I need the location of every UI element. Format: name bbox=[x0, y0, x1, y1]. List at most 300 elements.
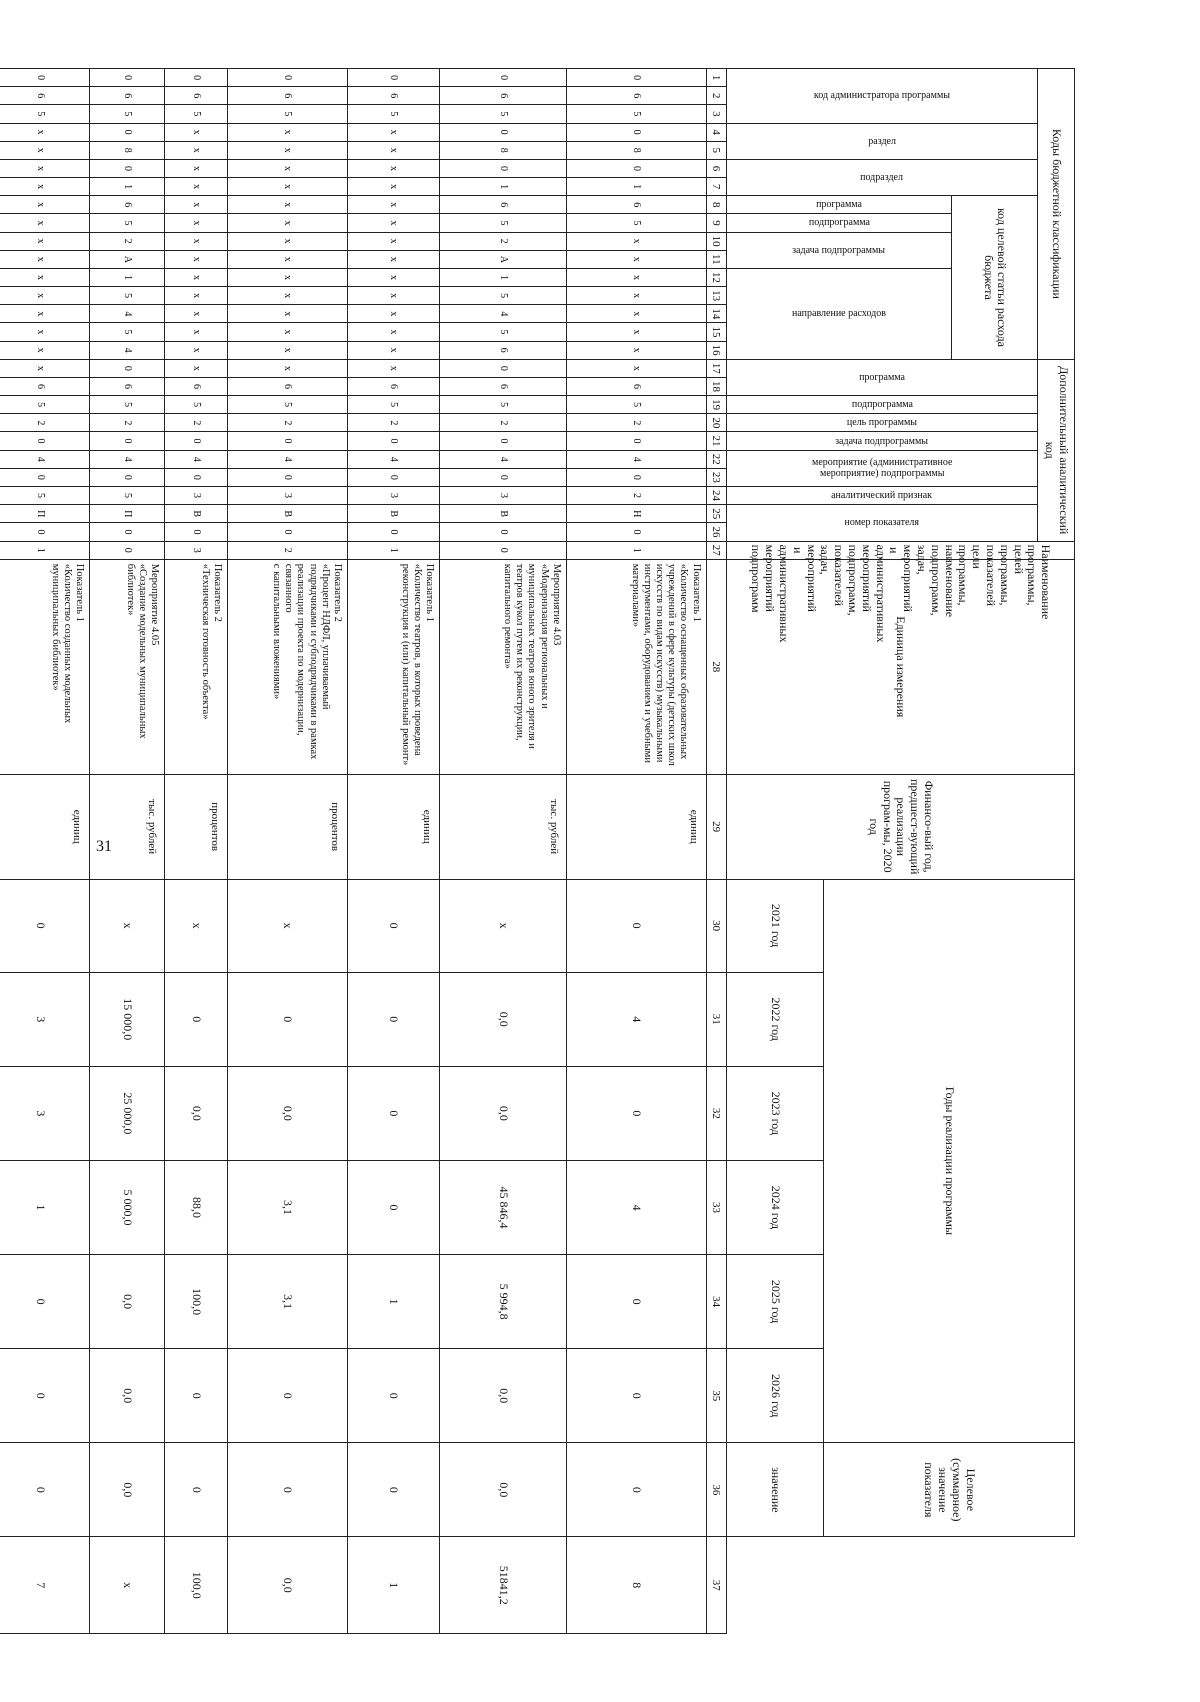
code-digit: x bbox=[566, 323, 706, 341]
code-digit: 3 bbox=[164, 541, 227, 559]
column-number: 23 bbox=[706, 468, 726, 486]
row-year-value: 4 bbox=[566, 972, 706, 1066]
code-digit: 0 bbox=[347, 69, 440, 87]
dak-analytic-header: аналитический признак bbox=[831, 490, 933, 502]
column-number: 25 bbox=[706, 505, 726, 523]
code-digit: 6 bbox=[90, 87, 164, 105]
code-digit: 0 bbox=[566, 523, 706, 541]
row-name: Показатель 1 «Количество театров, в которых проведена реконструкция и (или) капитальный ремонт» bbox=[347, 559, 440, 774]
row-year-value: 0 bbox=[566, 1349, 706, 1443]
code-digit: 2 bbox=[164, 414, 227, 432]
kcsr-program-header: программа bbox=[816, 199, 862, 211]
row-year-value: 3 bbox=[0, 972, 90, 1066]
code-digit: x bbox=[347, 178, 440, 196]
row-year-value: 3 bbox=[0, 1066, 90, 1160]
code-digit: x bbox=[164, 359, 227, 377]
code-digit: 8 bbox=[90, 141, 164, 159]
code-digit: 0 bbox=[566, 69, 706, 87]
dak-subprogram-header: подпрограмма bbox=[851, 399, 913, 411]
column-number: 24 bbox=[706, 486, 726, 504]
code-digit: 0 bbox=[440, 159, 566, 177]
code-digit: 4 bbox=[228, 450, 348, 468]
code-digit: 6 bbox=[440, 87, 566, 105]
code-digit: x bbox=[566, 232, 706, 250]
code-digit: 0 bbox=[440, 69, 566, 87]
row-year-value: 0 bbox=[228, 972, 348, 1066]
code-digit: x bbox=[228, 323, 348, 341]
code-digit: 0 bbox=[228, 523, 348, 541]
code-digit: x bbox=[164, 287, 227, 305]
code-digit: 6 bbox=[228, 377, 348, 395]
code-digit: x bbox=[164, 159, 227, 177]
code-digit: 5 bbox=[228, 396, 348, 414]
code-digit: 0 bbox=[440, 541, 566, 559]
code-digit: 5 bbox=[440, 396, 566, 414]
dak-header: Дополнительный аналитический код bbox=[1038, 359, 1075, 541]
year-header-2023: 2023 год bbox=[726, 1066, 823, 1160]
code-digit: 4 bbox=[440, 305, 566, 323]
kbk-header: Коды бюджетной классификации bbox=[1038, 69, 1075, 360]
row-year-value: 0 bbox=[164, 1443, 227, 1537]
code-digit: 5 bbox=[347, 396, 440, 414]
code-digit: x bbox=[228, 341, 348, 359]
code-digit: 6 bbox=[440, 196, 566, 214]
row-year-value: 3,1 bbox=[228, 1160, 348, 1254]
code-digit: 0 bbox=[164, 523, 227, 541]
code-digit: В bbox=[164, 505, 227, 523]
row-fin-year-value: 0 bbox=[566, 879, 706, 972]
column-number: 33 bbox=[706, 1160, 726, 1254]
code-digit: 4 bbox=[440, 450, 566, 468]
row-year-value: 0 bbox=[347, 1160, 440, 1254]
row-fin-year-value: x bbox=[440, 879, 566, 972]
row-year-value: 4 bbox=[566, 1160, 706, 1254]
code-digit: Н bbox=[566, 505, 706, 523]
code-digit: 0 bbox=[566, 432, 706, 450]
code-digit: x bbox=[228, 232, 348, 250]
code-digit: 5 bbox=[228, 105, 348, 123]
row-year-value: 0,0 bbox=[440, 1349, 566, 1443]
dak-task-header: задача подпрограммы bbox=[835, 435, 929, 447]
code-digit: 5 bbox=[0, 105, 90, 123]
row-year-value: 0 bbox=[0, 1349, 90, 1443]
row-year-value: 0 bbox=[228, 1349, 348, 1443]
row-year-value: 1 bbox=[347, 1255, 440, 1349]
year-header-2022: 2022 год bbox=[726, 972, 823, 1066]
row-target-value: x bbox=[90, 1537, 164, 1634]
code-digit: x bbox=[0, 341, 90, 359]
code-digit: 0 bbox=[228, 432, 348, 450]
code-digit: x bbox=[228, 287, 348, 305]
code-digit: 1 bbox=[440, 178, 566, 196]
name-header: Наименование программы, целей программы, показателей цели программы, наименование подпрограмм, задач, мероприятий и административных мероприятий подпрограмм, показателей задач, мероприятий и административных мероприятий подпрограмм bbox=[726, 541, 1074, 559]
row-name: Мероприятие 4.03 «Модернизация региональных и муниципальных театров юного зрителя и театров кукол путем их реконструкции, капитального ремонта» bbox=[440, 559, 566, 774]
column-number: 21 bbox=[706, 432, 726, 450]
code-digit: 0 bbox=[164, 468, 227, 486]
years-group-header: Годы реализации программы bbox=[823, 879, 1074, 1443]
code-digit: 6 bbox=[566, 196, 706, 214]
table-row bbox=[440, 69, 566, 1634]
code-digit: 5 bbox=[90, 323, 164, 341]
row-unit: тыс. рублей bbox=[440, 774, 566, 879]
column-number: 13 bbox=[706, 287, 726, 305]
code-digit: 8 bbox=[440, 141, 566, 159]
code-digit: 2 bbox=[347, 414, 440, 432]
code-digit: x bbox=[566, 250, 706, 268]
row-unit: единиц bbox=[566, 774, 706, 879]
code-digit: x bbox=[0, 323, 90, 341]
row-year-value: 0 bbox=[347, 1349, 440, 1443]
code-digit: x bbox=[228, 250, 348, 268]
row-year-value: 0,0 bbox=[440, 972, 566, 1066]
row-fin-year-value: x bbox=[228, 879, 348, 972]
code-digit: x bbox=[228, 123, 348, 141]
code-digit: x bbox=[228, 159, 348, 177]
row-name: Показатель 2 «Техническая готовность объекта» bbox=[164, 559, 227, 774]
code-digit: 6 bbox=[0, 87, 90, 105]
code-digit: x bbox=[347, 268, 440, 286]
column-number: 31 bbox=[706, 972, 726, 1066]
row-target-value: 8 bbox=[566, 1537, 706, 1634]
code-digit: 6 bbox=[347, 377, 440, 395]
column-number: 12 bbox=[706, 268, 726, 286]
row-fin-year-value: x bbox=[164, 879, 227, 972]
code-digit: 2 bbox=[228, 541, 348, 559]
code-digit: 0 bbox=[0, 523, 90, 541]
row-year-value: 0,0 bbox=[164, 1066, 227, 1160]
code-digit: 4 bbox=[566, 450, 706, 468]
code-digit: 5 bbox=[0, 396, 90, 414]
row-name: Показатель 1 «Количество оснащенных образовательных учреждений в сфере культуры (детских школ искусств по видам искусств) музыкальными инструментами, оборудованием и учебными материалами» bbox=[566, 559, 706, 774]
year-header-2026: 2026 год bbox=[726, 1349, 823, 1443]
row-year-value: 0,0 bbox=[228, 1066, 348, 1160]
code-digit: 5 bbox=[440, 214, 566, 232]
code-digit: x bbox=[164, 250, 227, 268]
code-digit: 0 bbox=[90, 541, 164, 559]
column-number: 8 bbox=[706, 196, 726, 214]
code-digit: 1 bbox=[90, 178, 164, 196]
year-header-2025: 2025 год bbox=[726, 1255, 823, 1349]
code-digit: 2 bbox=[228, 414, 348, 432]
code-digit: 0 bbox=[440, 432, 566, 450]
dak-goal-header: цель программы bbox=[846, 417, 918, 429]
code-digit: 3 bbox=[164, 486, 227, 504]
code-digit: 0 bbox=[228, 468, 348, 486]
code-digit: A bbox=[440, 250, 566, 268]
code-digit: 3 bbox=[347, 486, 440, 504]
code-digit: 5 bbox=[440, 323, 566, 341]
code-digit: A bbox=[90, 250, 164, 268]
row-year-value: 0 bbox=[566, 1443, 706, 1537]
code-digit: x bbox=[347, 141, 440, 159]
column-number: 15 bbox=[706, 323, 726, 341]
column-number: 16 bbox=[706, 341, 726, 359]
row-year-value: 25 000,0 bbox=[90, 1066, 164, 1160]
row-year-value: 88,0 bbox=[164, 1160, 227, 1254]
table-row bbox=[164, 69, 227, 1634]
code-digit: x bbox=[347, 287, 440, 305]
code-digit: x bbox=[347, 250, 440, 268]
code-digit: 4 bbox=[347, 450, 440, 468]
row-fin-year-value: x bbox=[90, 879, 164, 972]
code-digit: x bbox=[228, 196, 348, 214]
code-digit: x bbox=[0, 287, 90, 305]
row-year-value: 0 bbox=[0, 1443, 90, 1537]
code-digit: 5 bbox=[566, 214, 706, 232]
row-year-value: 3,1 bbox=[228, 1255, 348, 1349]
row-target-value: 51841,2 bbox=[440, 1537, 566, 1634]
code-digit: 4 bbox=[90, 305, 164, 323]
code-digit: x bbox=[0, 141, 90, 159]
code-digit: x bbox=[347, 123, 440, 141]
row-year-value: 0 bbox=[347, 1066, 440, 1160]
unit-header: Единица измерения bbox=[726, 559, 1074, 774]
code-digit: x bbox=[347, 196, 440, 214]
code-digit: 5 bbox=[90, 287, 164, 305]
code-digit: x bbox=[0, 178, 90, 196]
code-digit: 3 bbox=[228, 486, 348, 504]
year-header-2021: 2021 год bbox=[726, 879, 823, 972]
code-digit: 5 bbox=[90, 105, 164, 123]
column-number: 10 bbox=[706, 232, 726, 250]
code-digit: 1 bbox=[440, 268, 566, 286]
code-digit: 4 bbox=[0, 450, 90, 468]
code-digit: x bbox=[347, 159, 440, 177]
code-digit: 5 bbox=[90, 214, 164, 232]
code-digit: 0 bbox=[90, 432, 164, 450]
column-number: 20 bbox=[706, 414, 726, 432]
column-number: 6 bbox=[706, 159, 726, 177]
code-digit: x bbox=[0, 232, 90, 250]
code-digit: 0 bbox=[228, 69, 348, 87]
program-table bbox=[0, 68, 1075, 1634]
column-number: 29 bbox=[706, 774, 726, 879]
row-fin-year-value: 0 bbox=[0, 879, 90, 972]
podrazdel-header: подраздел bbox=[860, 172, 904, 184]
code-digit: 5 bbox=[440, 105, 566, 123]
column-number: 30 bbox=[706, 879, 726, 972]
code-digit: x bbox=[566, 341, 706, 359]
code-digit: 5 bbox=[347, 105, 440, 123]
target-value-header: значение bbox=[726, 1443, 823, 1537]
code-digit: x bbox=[347, 232, 440, 250]
row-unit: единиц bbox=[347, 774, 440, 879]
code-digit: 5 bbox=[164, 396, 227, 414]
code-digit: 5 bbox=[164, 105, 227, 123]
code-digit: 1 bbox=[347, 541, 440, 559]
kcsr-task-header: задача подпрограммы bbox=[792, 244, 886, 256]
code-digit: 0 bbox=[347, 432, 440, 450]
code-digit: П bbox=[0, 505, 90, 523]
code-digit: x bbox=[228, 214, 348, 232]
column-number: 1 bbox=[706, 69, 726, 87]
fin-year-header: Финансо-вый год, предшест-вующий реализации програм-мы, 2020 год bbox=[726, 774, 1074, 879]
code-digit: 0 bbox=[440, 123, 566, 141]
code-digit: П bbox=[90, 505, 164, 523]
code-digit: x bbox=[164, 178, 227, 196]
code-digit: 3 bbox=[440, 486, 566, 504]
kcsr-header: код целевой статьи расхода бюджета bbox=[952, 196, 1038, 360]
code-digit: x bbox=[164, 305, 227, 323]
code-digit: x bbox=[566, 305, 706, 323]
code-digit: 0 bbox=[90, 123, 164, 141]
row-year-value: 45 846,4 bbox=[440, 1160, 566, 1254]
code-digit: 0 bbox=[90, 69, 164, 87]
row-year-value: 0,0 bbox=[440, 1066, 566, 1160]
code-digit: 6 bbox=[164, 377, 227, 395]
code-digit: 0 bbox=[90, 159, 164, 177]
column-number: 32 bbox=[706, 1066, 726, 1160]
code-digit: x bbox=[164, 268, 227, 286]
code-digit: x bbox=[164, 323, 227, 341]
code-digit: 1 bbox=[90, 268, 164, 286]
code-digit: 1 bbox=[566, 178, 706, 196]
column-number: 27 bbox=[706, 541, 726, 559]
row-fin-year-value: 0 bbox=[347, 879, 440, 972]
column-number: 3 bbox=[706, 105, 726, 123]
column-number: 17 bbox=[706, 359, 726, 377]
column-number: 19 bbox=[706, 396, 726, 414]
row-unit: тыс. рублей bbox=[90, 774, 164, 879]
code-digit: 2 bbox=[440, 232, 566, 250]
code-digit: 6 bbox=[228, 87, 348, 105]
code-digit: В bbox=[440, 505, 566, 523]
code-digit: x bbox=[0, 159, 90, 177]
code-digit: 5 bbox=[440, 287, 566, 305]
code-digit: x bbox=[0, 268, 90, 286]
row-year-value: 100,0 bbox=[164, 1255, 227, 1349]
code-digit: x bbox=[0, 214, 90, 232]
code-digit: x bbox=[228, 178, 348, 196]
kcsr-direction-header: направление расходов bbox=[792, 308, 886, 320]
column-number: 34 bbox=[706, 1255, 726, 1349]
code-digit: 6 bbox=[0, 377, 90, 395]
code-digit: 6 bbox=[440, 341, 566, 359]
code-digit: x bbox=[347, 323, 440, 341]
code-digit: 4 bbox=[90, 341, 164, 359]
table-row bbox=[90, 69, 164, 1634]
code-digit: x bbox=[0, 250, 90, 268]
code-digit: 0 bbox=[347, 468, 440, 486]
code-digit: 0 bbox=[566, 468, 706, 486]
page-number: 31 bbox=[96, 838, 112, 855]
code-digit: x bbox=[566, 268, 706, 286]
code-digit: 5 bbox=[90, 486, 164, 504]
row-unit: процентов bbox=[228, 774, 348, 879]
code-digit: 0 bbox=[0, 432, 90, 450]
column-number: 14 bbox=[706, 305, 726, 323]
code-digit: x bbox=[228, 141, 348, 159]
code-digit: 0 bbox=[90, 523, 164, 541]
code-digit: 5 bbox=[0, 486, 90, 504]
code-digit: x bbox=[228, 268, 348, 286]
column-number: 18 bbox=[706, 377, 726, 395]
code-digit: 6 bbox=[347, 87, 440, 105]
column-number: 2 bbox=[706, 87, 726, 105]
code-digit: 1 bbox=[0, 541, 90, 559]
code-digit: 6 bbox=[90, 377, 164, 395]
kcsr-subprogram-header: подпрограмма bbox=[808, 217, 870, 229]
row-name: Мероприятие 4.05 «Создание модельных муниципальных библиотек» bbox=[90, 559, 164, 774]
row-year-value: 15 000,0 bbox=[90, 972, 164, 1066]
row-target-value: 0,0 bbox=[228, 1537, 348, 1634]
code-digit: В bbox=[347, 505, 440, 523]
column-number: 22 bbox=[706, 450, 726, 468]
code-digit: 0 bbox=[164, 432, 227, 450]
code-digit: x bbox=[0, 305, 90, 323]
dak-indicator-number-header: номер показателя bbox=[844, 517, 920, 529]
row-target-value: 100,0 bbox=[164, 1537, 227, 1634]
row-year-value: 0 bbox=[164, 1349, 227, 1443]
code-digit: 2 bbox=[566, 414, 706, 432]
row-unit: единиц bbox=[0, 774, 90, 879]
row-year-value: 0 bbox=[566, 1066, 706, 1160]
code-digit: 4 bbox=[90, 450, 164, 468]
code-digit: 6 bbox=[164, 87, 227, 105]
code-digit: x bbox=[566, 359, 706, 377]
row-year-value: 0 bbox=[347, 1443, 440, 1537]
row-year-value: 0 bbox=[566, 1255, 706, 1349]
column-number: 35 bbox=[706, 1349, 726, 1443]
admin-code-header: код администратора программы bbox=[813, 90, 951, 102]
table-row bbox=[228, 69, 348, 1634]
code-digit: x bbox=[164, 123, 227, 141]
target-header: Целевое (суммарное) значение показателя bbox=[823, 1443, 1074, 1537]
code-digit: x bbox=[0, 196, 90, 214]
code-digit: 6 bbox=[440, 377, 566, 395]
code-digit: x bbox=[164, 214, 227, 232]
row-year-value: 1 bbox=[0, 1160, 90, 1254]
row-target-value: 1 bbox=[347, 1537, 440, 1634]
code-digit: 2 bbox=[0, 414, 90, 432]
code-digit: 8 bbox=[566, 141, 706, 159]
code-digit: 6 bbox=[566, 377, 706, 395]
row-year-value: 0,0 bbox=[90, 1443, 164, 1537]
code-digit: 6 bbox=[90, 196, 164, 214]
row-target-value: 7 bbox=[0, 1537, 90, 1634]
code-digit: 0 bbox=[90, 359, 164, 377]
row-year-value: 5 000,0 bbox=[90, 1160, 164, 1254]
table-row bbox=[347, 69, 440, 1634]
code-digit: 0 bbox=[90, 468, 164, 486]
code-digit: В bbox=[228, 505, 348, 523]
code-digit: 0 bbox=[440, 523, 566, 541]
code-digit: 2 bbox=[440, 414, 566, 432]
code-digit: 5 bbox=[566, 105, 706, 123]
code-digit: 5 bbox=[566, 396, 706, 414]
code-digit: 6 bbox=[566, 87, 706, 105]
table-row bbox=[566, 69, 706, 1634]
column-number: 11 bbox=[706, 250, 726, 268]
column-number: 4 bbox=[706, 123, 726, 141]
row-year-value: 0 bbox=[347, 972, 440, 1066]
year-header-2024: 2024 год bbox=[726, 1160, 823, 1254]
code-digit: x bbox=[228, 359, 348, 377]
code-digit: 4 bbox=[164, 450, 227, 468]
code-digit: 0 bbox=[0, 69, 90, 87]
row-year-value: 0,0 bbox=[440, 1443, 566, 1537]
code-digit: 1 bbox=[566, 541, 706, 559]
column-number: 37 bbox=[706, 1537, 726, 1634]
dak-event-header: мероприятие (административное мероприятие) подпрограммы bbox=[811, 457, 953, 480]
code-digit: 0 bbox=[440, 468, 566, 486]
row-name: Показатель 2 «Процент НДФЛ, уплачиваемый подрядчиками и субподрядчиками в рамках реализации проекта по модернизации, связанного с капитальными вложениями» bbox=[228, 559, 348, 774]
code-digit: x bbox=[347, 305, 440, 323]
code-digit: x bbox=[566, 287, 706, 305]
table-row bbox=[0, 69, 90, 1634]
dak-program-header: программа bbox=[859, 371, 905, 383]
row-year-value: 5 994,8 bbox=[440, 1255, 566, 1349]
